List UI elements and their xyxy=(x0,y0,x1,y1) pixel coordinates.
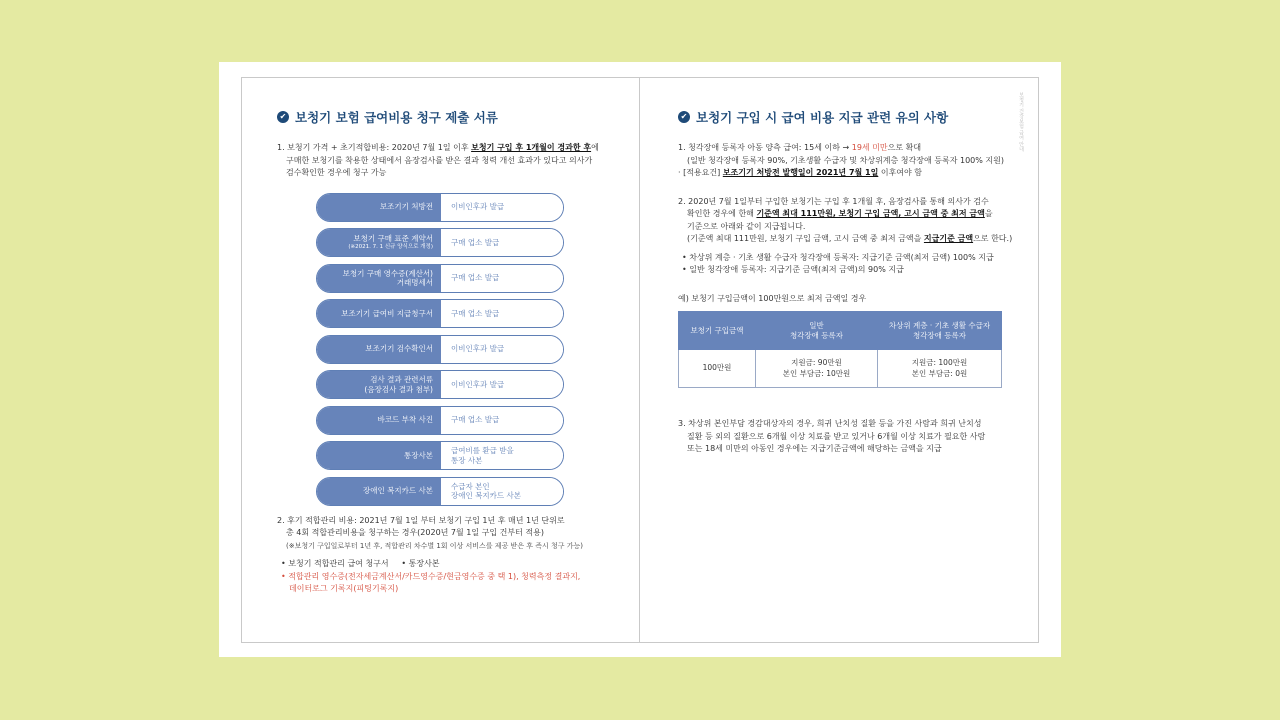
check-circle-icon: ✔ xyxy=(277,111,289,123)
right-heading xyxy=(678,108,1018,126)
left-heading xyxy=(277,108,617,126)
cell-line: 지원금: 100만원 xyxy=(911,358,968,367)
document-sheet xyxy=(219,62,1061,657)
cell-line: 본인 부담금: 10만원 xyxy=(782,368,851,378)
doc-pill xyxy=(316,406,564,435)
text: 질환 등 외의 질환으로 6개월 이상 치료를 받고 있거나 6개월 이상 치료가 필요한 사람 xyxy=(687,431,986,441)
document-list xyxy=(316,193,617,506)
doc-label: 보조기기 처방전 xyxy=(379,202,433,212)
table-header-row xyxy=(679,312,1002,350)
right-item-2 xyxy=(678,196,1018,246)
doc-label: 통장사본 xyxy=(404,450,433,460)
text: 으로 확대 xyxy=(887,143,922,152)
doc-issuer: 구매 업소 발급 xyxy=(451,308,500,318)
header-line: 일반 xyxy=(809,320,824,330)
doc-pill xyxy=(316,335,564,364)
doc-issuer-line2: 통장 사본 xyxy=(451,455,483,465)
doc-issuer: 이비인후과 발급 xyxy=(451,202,505,212)
example-caption: 예) 보청기 구입금액이 100만원으로 최저 금액일 경우 xyxy=(678,293,867,303)
header-line: 차상위 계층 · 기초 생활 수급자 xyxy=(888,320,991,330)
text: · [적용요건] xyxy=(678,168,723,177)
bullet: • 적합관리 영수증(전자세금계산서/카드영수증/현금영수증 중 택 1), 청력측정 결과지, xyxy=(281,571,581,581)
left-title: 보청기 보험 급여비용 청구 제출 서류 xyxy=(295,110,498,125)
doc-pill xyxy=(316,228,564,257)
emphasis: 기준액 최대 111만원, 보청기 구입 금액, 고시 금액 중 최저 금액 xyxy=(756,209,985,218)
side-running-text: 보청기 건강보험 급여 안내 xyxy=(1018,92,1024,152)
doc-issuer: 급여비를 환급 받을 xyxy=(451,446,514,455)
text: 3. 차상위 본인부담 경감대상자의 경우, 희귀 난치성 질환 등을 가진 사람과 희귀 난치성 xyxy=(678,419,982,428)
doc-issuer: 구매 업소 발급 xyxy=(451,415,500,425)
text: 을 xyxy=(984,209,993,218)
left-item-2 xyxy=(277,515,617,553)
cell-line: 지원금: 90만원 xyxy=(791,358,842,367)
text: 검수확인한 경우에 청구 가능 xyxy=(286,168,387,177)
cell-line: 본인 부담금: 0원 xyxy=(911,368,968,378)
doc-label: 보청기 구매 표준 계약서 xyxy=(353,234,433,244)
left-item-1 xyxy=(277,142,617,180)
text: 으로 한다.) xyxy=(973,234,1013,243)
text: 또는 18세 미만의 아동인 경우에는 지급기준금액에 해당하는 금액을 지급 xyxy=(687,444,942,453)
doc-label: 바코드 부착 사진 xyxy=(377,415,433,425)
right-title: 보청기 구입 시 급여 비용 지급 관련 유의 사항 xyxy=(696,110,949,125)
text: 이후여야 함 xyxy=(878,168,923,177)
bullet: • 보청기 적합관리 급여 청구서 xyxy=(281,559,389,568)
text: 에 xyxy=(591,143,599,152)
bullet: • 통장사본 xyxy=(401,559,440,568)
emphasis: 보조기기 처방전 발행일이 2021년 7월 1일 xyxy=(722,168,879,177)
doc-label: 검사 결과 관련서류 xyxy=(370,375,433,384)
check-circle-icon: ✔ xyxy=(678,111,690,123)
doc-pill xyxy=(316,441,564,470)
doc-note: (음장검사 결과 첨부) xyxy=(364,384,433,394)
doc-pill xyxy=(316,193,564,222)
bullet: • 일반 청각장애 등록자: 지급기준 금액(최저 금액)의 90% 지급 xyxy=(682,265,904,274)
text: (기준액 최대 111만원, 보청기 구입 금액, 고시 금액 중 최저 금액을 xyxy=(687,234,924,243)
doc-issuer: 구매 업소 발급 xyxy=(451,237,500,247)
doc-label: 보조기기 검수확인서 xyxy=(365,344,433,354)
left-item-2-bullets xyxy=(277,558,617,596)
doc-note: (※2021. 7. 1 신규 양식으로 개정) xyxy=(348,243,433,250)
header-line: 청각장애 등록자 xyxy=(912,330,967,340)
table-header xyxy=(756,312,878,350)
emphasis: 보청기 구입 후 1개월이 경과한 후 xyxy=(471,143,592,152)
right-column xyxy=(678,108,1018,456)
doc-pill xyxy=(316,477,564,506)
doc-label: 보조기기 급여비 지급청구서 xyxy=(341,308,433,318)
bullet: 데이터로그 기록지(피팅기록지) xyxy=(289,584,399,593)
text: 구매한 보청기를 착용한 상태에서 음장검사를 받은 결과 청력 개선 효과가 있다고 의사가 xyxy=(286,155,593,165)
doc-issuer: 수급자 본인 xyxy=(451,481,490,491)
text: 기준으로 아래와 같이 지급됩니다. xyxy=(687,221,806,231)
right-item-2-bullets xyxy=(678,252,1018,277)
doc-issuer: 이비인후과 발급 xyxy=(451,379,505,389)
right-item-3 xyxy=(678,418,1018,456)
text: 1. 청각장애 등록자 아동 양측 급여: 15세 이하 → xyxy=(678,143,852,152)
text: 2. 2020년 7월 1일부터 구입한 보청기는 구입 후 1개월 후, 음장검사를 통해 의사가 검수 xyxy=(678,196,989,206)
doc-pill xyxy=(316,370,564,399)
text: 총 4회 적합관리비용을 청구하는 경우(2020년 7월 1일 구입 건부터 적용) xyxy=(286,528,544,537)
doc-pill xyxy=(316,299,564,328)
text: 2. 후기 적합관리 비용: 2021년 7월 1일 부터 보청기 구입 1년 후 매년 1년 단위로 xyxy=(277,515,565,525)
table-cell xyxy=(878,350,1002,388)
table-cell xyxy=(756,350,878,388)
table-row xyxy=(679,350,1002,388)
emphasis: 19세 미만 xyxy=(851,143,888,152)
emphasis: 지급기준 금액 xyxy=(923,234,974,243)
text: (일반 청각장애 등록자 90%, 기초생활 수급자 및 차상위계층 청각장애 등록자 100% 지원) xyxy=(687,155,1004,165)
left-column xyxy=(277,108,617,596)
doc-pill xyxy=(316,264,564,293)
doc-issuer: 이비인후과 발급 xyxy=(451,344,505,354)
table-cell: 100만원 xyxy=(679,350,756,388)
text: (※보청기 구입일로부터 1년 후, 적합관리 차수별 1회 이상 서비스를 제공 받은 후 즉시 청구 가능) xyxy=(286,541,584,550)
doc-label: 보청기 구매 영수증(계산서) xyxy=(342,268,433,278)
doc-issuer-line2: 장애인 복지카드 사본 xyxy=(451,491,521,500)
table-header xyxy=(878,312,1002,350)
doc-label: 장애인 복지카드 사본 xyxy=(363,486,433,496)
header-line: 청각장애 등록자 xyxy=(789,330,844,340)
bullet: • 차상위 계층 · 기초 생활 수급자 청각장애 등록자: 지급기준 금액(최저 금액) 100% 지급 xyxy=(682,252,994,262)
text: 확인한 경우에 한해 xyxy=(687,209,757,218)
page-spine xyxy=(639,77,640,643)
right-item-1 xyxy=(678,142,1018,180)
doc-issuer: 구매 업소 발급 xyxy=(451,273,500,283)
benefit-table xyxy=(678,311,1002,388)
text: 1. 보청기 가격 + 초기적합비용: 2020년 7월 1일 이후 xyxy=(277,143,472,152)
table-header: 보청기 구입금액 xyxy=(679,312,756,350)
doc-note: 거래명세서 xyxy=(396,278,433,287)
